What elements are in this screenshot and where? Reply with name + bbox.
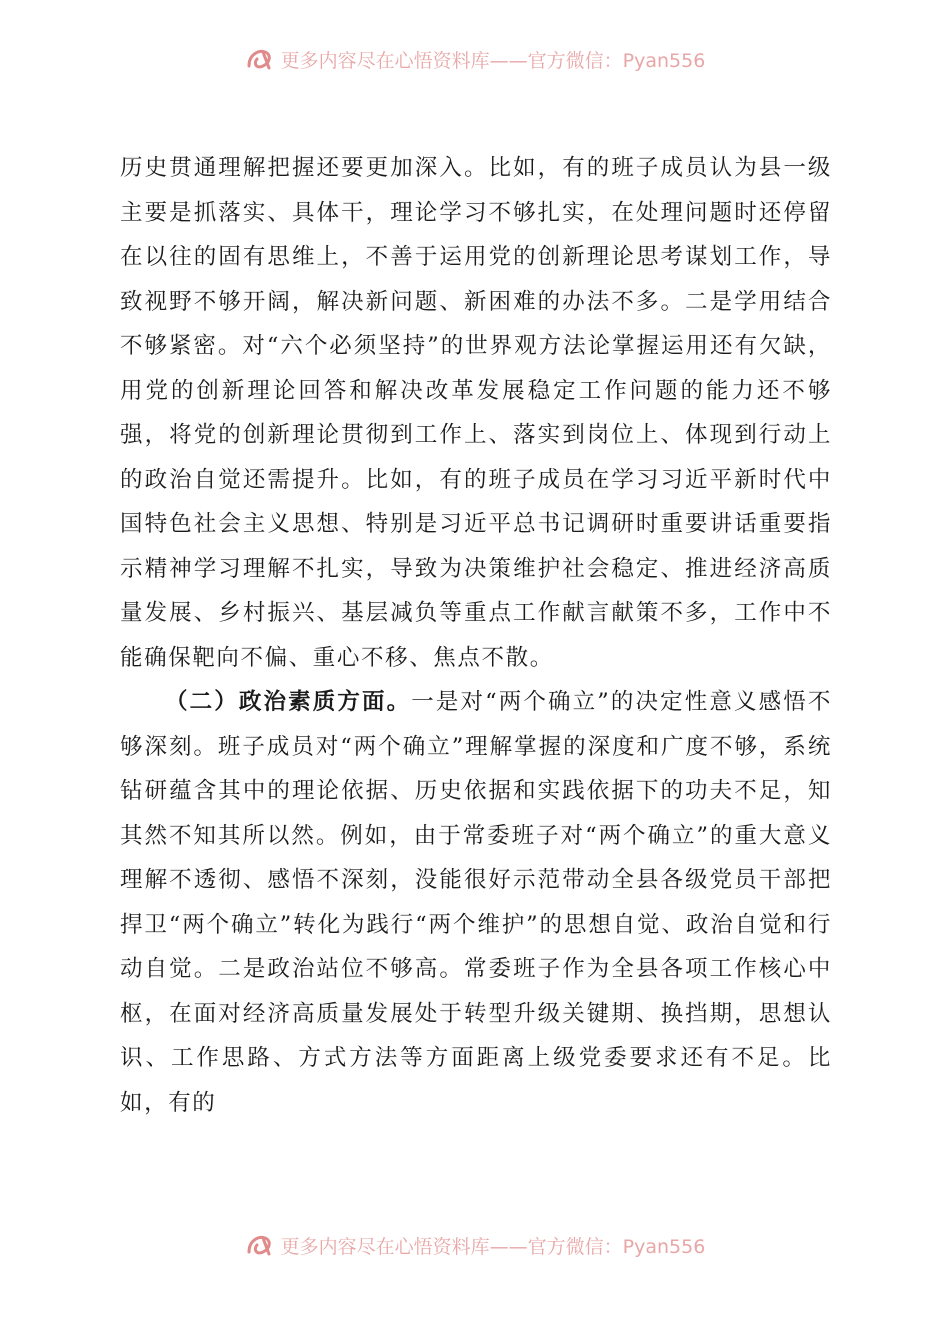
footer-watermark [0,1228,950,1262]
header-watermark [0,42,950,76]
document-body [120,146,832,1125]
section-text: 一是对“两个确立”的决定性意义感悟不够深刻。班子成员对“两个确立”理解掌握的深度和广度不够，系统钻研蕴含其中的理论依据、历史依据和实践依据下的功夫不足，知其然不知其所以然。例如，由于常委班子对“两个确立”的重大意义理解不透彻、感悟不深刻，没能很好示范带动全县各级党员干部把捍卫“两个确立”转化为践行“两个维护”的思想自觉、政治自觉和行动自觉。二是政治站位不够高。常委班子作为全县各项工作核心中枢，在面对经济高质量发展处于转型升级关键期、换挡期，思想认识、工作思路、方式方法等方面距离上级党委要求还有不足。比如，有的 [120,689,832,1116]
watermark-text: 更多内容尽在心悟资料库——官方微信：Pyan556 [280,1235,706,1258]
section-heading: （二）政治素质方面。 [165,689,412,715]
watermark-logo-icon [245,46,275,72]
section-paragraph [120,680,832,1125]
body-paragraph: 历史贯通理解把握还要更加深入。比如，有的班子成员认为县一级主要是抓落实、具体干，理论学习不够扎实，在处理问题时还停留在以往的固有思维上，不善于运用党的创新理论思考谋划工作，导致视野不够开阔，解决新问题、新困难的办法不多。二是学用结合不够紧密。对“六个必须坚持”的世界观方法论掌握运用还有欠缺，用党的创新理论回答和解决改革发展稳定工作问题的能力还不够强，将党的创新理论贯彻到工作上、落实到岗位上、体现到行动上的政治自觉还需提升。比如，有的班子成员在学习习近平新时代中国特色社会主义思想、特别是习近平总书记调研时重要讲话重要指示精神学习理解不扎实，导致为决策维护社会稳定、推进经济高质量发展、乡村振兴、基层减负等重点工作献言献策不多，工作中不能确保靶向不偏、重心不移、焦点不散。 [120,155,832,671]
watermark-logo-icon [245,1232,275,1258]
watermark-text: 更多内容尽在心悟资料库——官方微信：Pyan556 [280,49,706,72]
